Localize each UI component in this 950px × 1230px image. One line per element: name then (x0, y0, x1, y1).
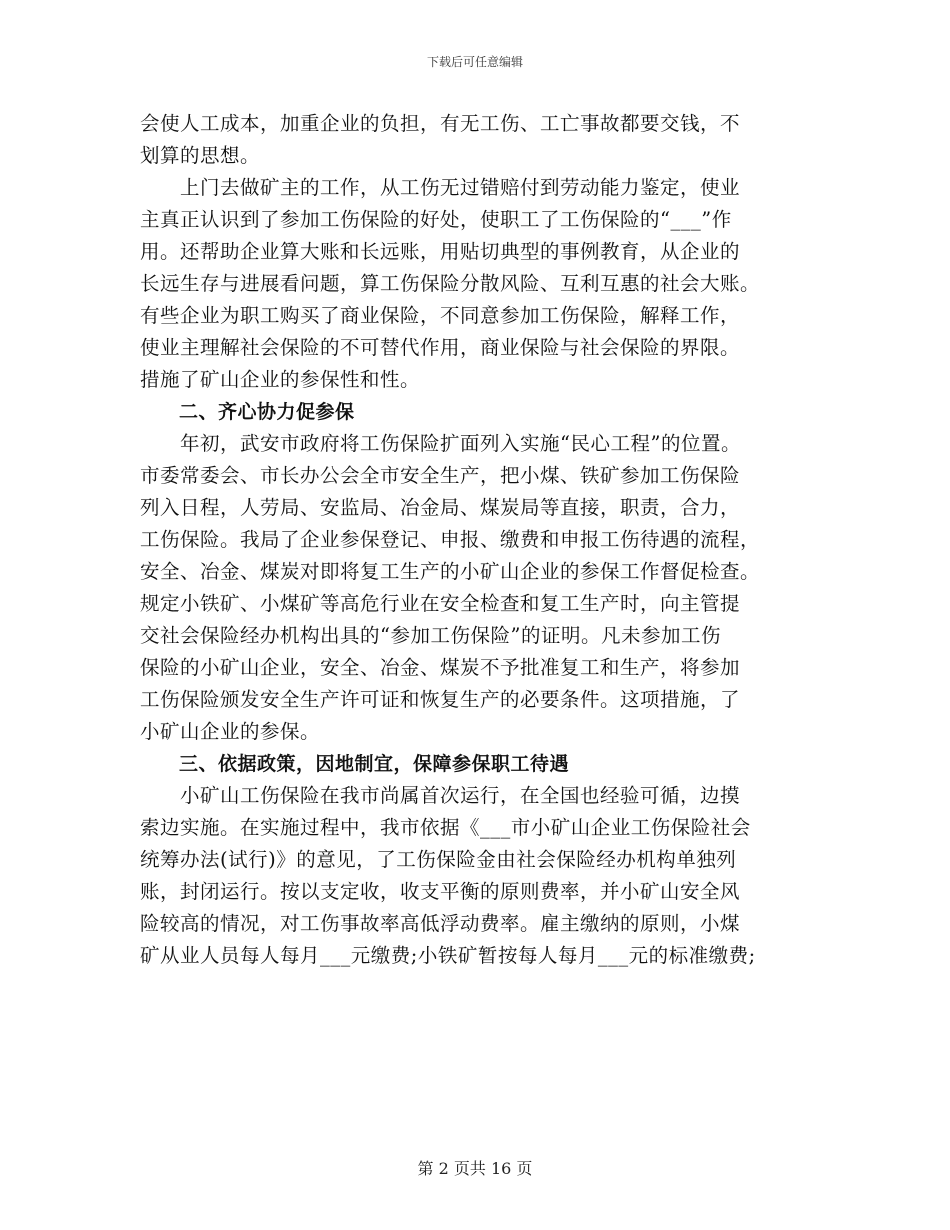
text-line: 列入日程，人劳局、安监局、冶金局、煤炭局等直接，职责，合力， (140, 496, 741, 519)
text-line: 小矿山工伤保险在我市尚属首次运行，在全国也经验可循，边摸 (140, 784, 741, 807)
text-line: 有些企业为职工购买了商业保险，不同意参加工伤保险，解释工作， (140, 304, 741, 327)
document-body (140, 108, 820, 972)
text-line: 市委常委会、市长办公会全市安全生产，把小煤、铁矿参加工伤保险 (140, 464, 741, 487)
text-line: 统筹办法(试行)》的意见，了工伤保险金由社会保险经办机构单独列 (140, 848, 737, 871)
text-line: 年初，武安市政府将工伤保险扩面列入实施“民心工程”的位置。 (140, 432, 741, 455)
text-line: 上门去做矿主的工作，从工伤无过错赔付到劳动能力鉴定，使业 (140, 176, 741, 199)
text-line: 主真正认识到了参加工伤保险的好处，使职工了工伤保险的“___”作 (140, 208, 732, 231)
section-heading: 三、依据政策，因地制宜，保障参保职工待遇 (140, 753, 570, 775)
text-line: 矿从业人员每人每月___元缴费;小铁矿暂按每人每月___元的标准缴费; (140, 944, 756, 967)
text-line: 保险的小矿山企业，安全、冶金、煤炭不予批准复工和生产，将参加 (140, 656, 741, 679)
text-line: 工伤保险颁发安全生产许可证和恢复生产的必要条件。这项措施，了 (140, 688, 741, 711)
text-line: 工伤保险。我局了企业参保登记、申报、缴费和申报工伤待遇的流程， (140, 528, 761, 551)
text-line: 措施了矿山企业的参保性和性。 (140, 368, 421, 391)
text-line: 索边实施。在实施过程中，我市依据《___市小矿山企业工伤保险社会 (140, 816, 751, 839)
page-number: 第 2 页共 16 页 (417, 1159, 533, 1178)
page-header: 下载后可任意编辑 (426, 55, 523, 69)
text-line: 长远生存与进展看问题，算工伤保险分散风险、互利互惠的社会大账。 (140, 272, 761, 295)
text-line: 用。还帮助企业算大账和长远账，用贴切典型的事例教育，从企业的 (140, 240, 741, 263)
text-line: 安全、冶金、煤炭对即将复工生产的小矿山企业的参保工作督促检查。 (140, 560, 761, 583)
text-line: 规定小铁矿、小煤矿等高危行业在安全检查和复工生产时，向主管提 (140, 592, 741, 615)
text-line: 小矿山企业的参保。 (140, 720, 321, 743)
text-line: 使业主理解社会保险的不可替代作用，商业保险与社会保险的界限。 (140, 336, 741, 359)
text-line: 账，封闭运行。按以支定收，收支平衡的原则费率，并小矿山安全风 (140, 880, 741, 903)
section-heading: 二、齐心协力促参保 (140, 401, 355, 423)
text-line: 交社会保险经办机构出具的“参加工伤保险”的证明。凡未参加工伤 (140, 624, 721, 647)
text-line: 划算的思想。 (140, 144, 261, 167)
text-line: 险较高的情况，对工伤事故率高低浮动费率。雇主缴纳的原则，小煤 (140, 912, 741, 935)
text-line: 会使人工成本，加重企业的负担，有无工伤、工亡事故都要交钱，不 (140, 112, 741, 135)
